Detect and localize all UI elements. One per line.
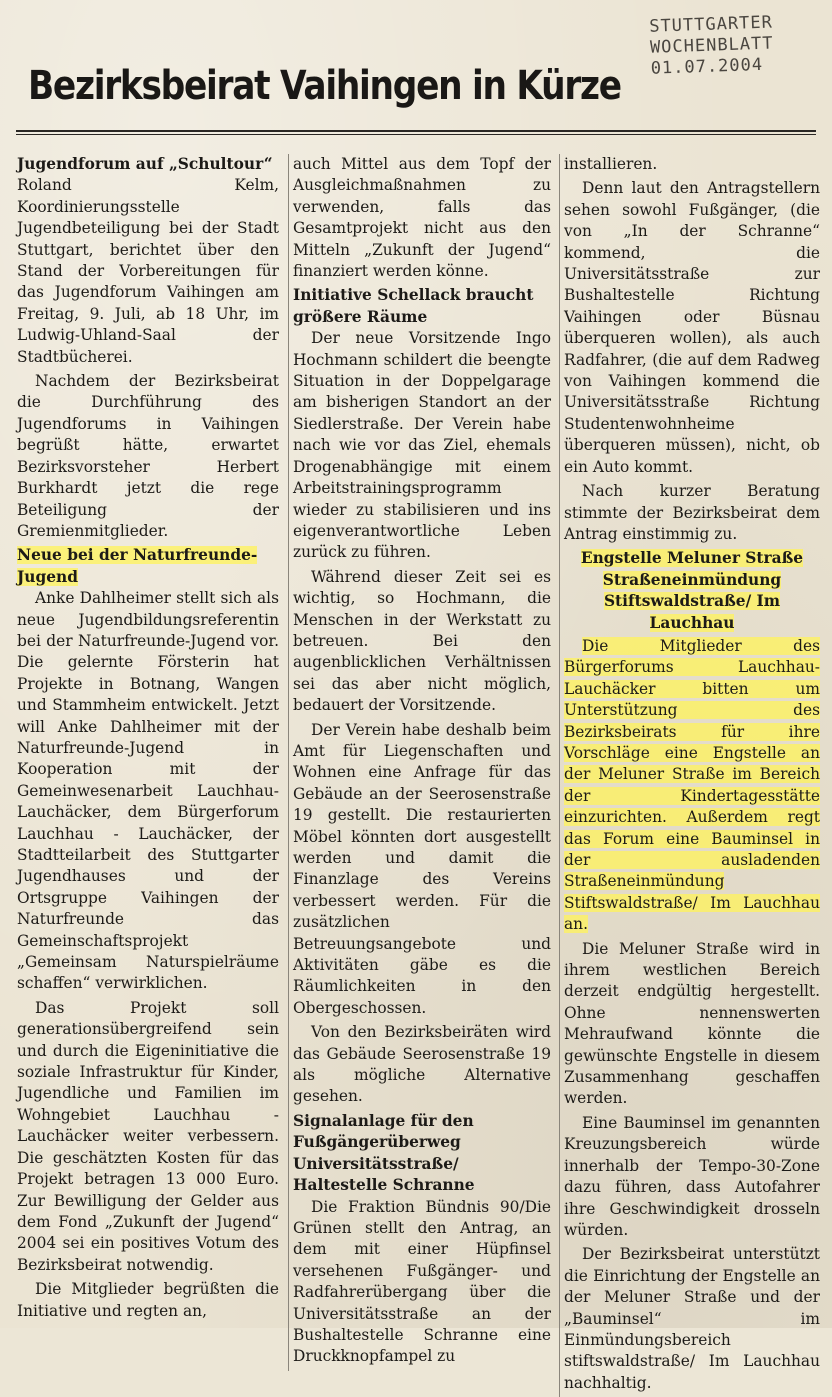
headline-rule bbox=[16, 130, 816, 132]
article-paragraph: Die Meluner Straße wird in ihrem westlichen Bereich derzeit endgültig hergestellt. Ohne nennenswerten Mehraufwand könnte die gewünschte Engstelle in diesem Zusammenhang geschaffen werden. bbox=[564, 939, 820, 1108]
article-column-3 bbox=[559, 154, 820, 1397]
section-subheading: Jugendforum auf „Schultour“ bbox=[17, 155, 273, 173]
article-paragraph: Der neue Vorsitzende Ingo Hochmann schildert die beengte Situation in der Doppelgarage am bisherigen Standort an der Siedlerstraße. Der Verein habe nach wie vor das Ziel, ehemals Drogenabhängige mit einem Arbeitstrainingsprogramm wieder zu stabilisieren und ins eigenverantwortliche Leben zurück zu führen. bbox=[293, 329, 551, 562]
source-line: STUTTGARTER bbox=[648, 12, 774, 37]
article-paragraph: auch Mittel aus dem Topf der Ausgleichmaßnahmen zu verwenden, falls das Gesamtprojekt nicht aus den Mitteln „Zukunft der Jugend“ finanziert werden könne. bbox=[293, 155, 551, 281]
article-paragraph: Nachdem der Bezirksbeirat die Durchführung des Jugendforums in Vaihingen begrüßt hätte, erwartet Bezirksvorsteher Herbert Burkhardt jetzt die rege Beteiligung der Gremienmitglieder. bbox=[17, 372, 279, 540]
article-paragraph: Eine Bauminsel im genannten Kreuzungsbereich würde innerhalb der Tempo-30-Zone dazu führen, dass Autofahrer ihre Geschwindigkeit drosseln würden. bbox=[564, 1113, 820, 1239]
article-paragraph: Roland Kelm, Koordinierungsstelle Jugendbeteiligung bei der Stadt Stuttgart, berichtet über den Stand der Vorbereitungen für das Jugendforum Vaihingen am Freitag, 9. Juli, ab 18 Uhr, im Ludwig-Uhland-Saal der Stadtbücherei. bbox=[17, 176, 279, 366]
article-paragraph: Nach kurzer Beratung stimmte der Bezirksbeirat dem Antrag einstimmig zu. bbox=[564, 482, 820, 543]
article-column-2 bbox=[288, 154, 551, 1371]
section-subheading: Signalanlage für den Fußgängerüberweg Universitätsstraße/ Haltestelle Schranne bbox=[293, 1111, 475, 1195]
section-subheading: Engstelle Meluner Straße Straßeneinmündung Stiftswaldstraße/ Im Lauchhau bbox=[580, 549, 804, 632]
article-headline: Bezirksbeirat Vaihingen in Kürze bbox=[28, 63, 621, 109]
article-paragraph: Die Mitglieder begrüßten die Initiative und regten an, bbox=[17, 1280, 279, 1320]
article-paragraph: Der Verein habe deshalb beim Amt für Liegenschaften und Wohnen eine Anfrage für das Gebäude an der Seerosenstraße 19 gestellt. Die restaurierten Möbel könnten dort ausgestellt werden und damit die Finanzlage des Vereins verbessert werden. Für die zusätzlichen Betreuungsangebote und Aktivitäten gäbe es die Räumlichkeiten in den Obergeschossen. bbox=[293, 720, 551, 1017]
source-line: WOCHENBLATT bbox=[649, 33, 774, 58]
section-subheading: Initiative Schellack braucht größere Räume bbox=[293, 286, 534, 326]
section-subheading: Neue bei der Naturfreunde-Jugend bbox=[17, 546, 258, 586]
article-paragraph: installieren. bbox=[564, 155, 658, 173]
article-paragraph: Während dieser Zeit sei es wichtig, so Hochmann, die Menschen in der Werkstatt zu betreuen. Bei den augenblicklichen Verhältnissen sei das aber nicht möglich, bedauert der Vorsitzende. bbox=[293, 567, 551, 715]
article-paragraph: Von den Bezirksbeiräten wird das Gebäude Seerosenstraße 19 als mögliche Alternative gesehen. bbox=[293, 1023, 551, 1106]
article-paragraph: Der Bezirksbeirat unterstützt die Einrichtung der Engstelle an der Meluner Straße und der „Bauminsel“ im Einmündungsbereich stiftswaldstraße/ Im Lauchhau nachhaltig. bbox=[564, 1245, 820, 1392]
article-paragraph: Die Mitglieder des Bürgerforums Lauchhau-Lauchäcker bitten um Unterstützung des Bezirksbeirats für ihre Vorschläge eine Engstelle an der Meluner Straße im Bereich der Kindertagesstätte einzurichten. Außerdem regt das Forum eine Bauminsel in der ausladenden Straßeneinmündung Stiftswaldstraße/ Im Lauchhau an. bbox=[564, 636, 820, 934]
article-paragraph: Denn laut den Antragstellern sehen sowohl Fußgänger, (die von „In der Schranne“ kommend, die Universitätsstraße zur Bushaltestelle Richtung Vaihingen oder Büsnau überqueren wollen), als auch Radfahrer, (die auf dem Radweg von Vaihingen kommend die Universitätsstraße Richtung Studentenwohnheime überqueren müssen), nicht, ob ein Auto kommt. bbox=[564, 179, 820, 476]
article-paragraph: Das Projekt soll generationsübergreifend sein und durch die Eigeninitiative die soziale Infrastruktur für Kinder, Jugendliche und Familien im Wohngebiet Lauchhau - Lauchäcker weiter verbessern. Die geschätzten Kosten für das Projekt betragen 13 000 Euro. Zur Bewilligung der Gelder aus dem Fond „Zukunft der Jugend“ 2004 sei ein positives Votum des Bezirksbeirat notwendig. bbox=[17, 998, 279, 1274]
source-date: 01.07.2004 bbox=[650, 54, 764, 79]
article-paragraph: Anke Dahlheimer stellt sich als neue Jugendbildungsreferentin bei der Naturfreunde-Jugend vor. Die gelernte Försterin hat Projekte in Botnang, Wangen und Stammheim entwickelt. Jetzt will Anke Dahlheimer mit der Naturfreunde-Jugend in Kooperation mit der Gemeinwesenarbeit Lauchhau-Lauchäcker, dem Bürgerforum Lauchhau - Lauchäcker, der Stadtteilarbeit des Stuttgarter Jugendhauses und der Ortsgruppe Vaihingen der Naturfreunde das Gemeinschaftsprojekt „Gemeinsam Naturspielräume schaffen“ verwirklichen. bbox=[17, 589, 279, 993]
article-paragraph: Die Fraktion Bündnis 90/Die Grünen stellt den Antrag, an dem mit einer Hüpfinsel versehenen Fußgänger- und Radfahrerübergang über die Universitätsstraße an der Bushaltestelle Schranne eine Druckknopfampel zu bbox=[293, 1197, 551, 1366]
article-column-1 bbox=[17, 154, 279, 1325]
handwritten-source-note bbox=[649, 11, 811, 80]
headline-rule-thin bbox=[16, 134, 816, 135]
